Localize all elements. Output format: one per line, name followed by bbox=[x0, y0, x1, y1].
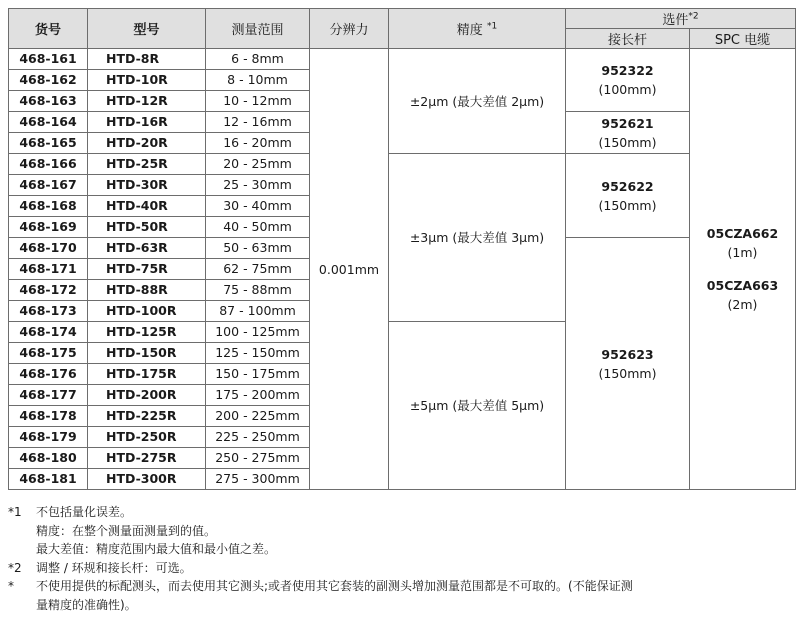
extension-part-number: 952621 bbox=[601, 115, 654, 131]
model-cell: HTD-63R bbox=[88, 238, 206, 259]
code-cell: 468-162 bbox=[9, 70, 88, 91]
header-options-label: 选件 bbox=[662, 13, 689, 28]
extension-length: (150mm) bbox=[598, 365, 657, 381]
accuracy-cell: ±5μm (最大差值 5μm) bbox=[389, 322, 566, 490]
extension-rod-cell bbox=[566, 154, 690, 238]
footnote-1 bbox=[8, 503, 793, 522]
footnote-1-sub-2: 最大差值：精度范围内最大值和最小值之差。 bbox=[36, 542, 277, 556]
accuracy-cell: ±3μm (最大差值 3μm) bbox=[389, 154, 566, 322]
model-cell: HTD-12R bbox=[88, 91, 206, 112]
extension-part-number: 952622 bbox=[601, 178, 654, 194]
code-cell: 468-175 bbox=[9, 343, 88, 364]
header-accuracy bbox=[389, 9, 566, 49]
extension-length: (150mm) bbox=[598, 134, 657, 150]
extension-rod-cell bbox=[566, 238, 690, 490]
model-cell: HTD-175R bbox=[88, 364, 206, 385]
range-cell: 10 - 12mm bbox=[206, 91, 310, 112]
range-cell: 100 - 125mm bbox=[206, 322, 310, 343]
model-cell: HTD-150R bbox=[88, 343, 206, 364]
model-cell: HTD-40R bbox=[88, 196, 206, 217]
footnote-text: 不使用提供的标配测头，而去使用其它测头;或者使用其它套装的副测头增加测量范围都是不可取的。(不能保证测 bbox=[36, 579, 633, 593]
code-cell: 468-179 bbox=[9, 427, 88, 448]
range-cell: 275 - 300mm bbox=[206, 469, 310, 490]
model-cell: HTD-225R bbox=[88, 406, 206, 427]
code-cell: 468-163 bbox=[9, 91, 88, 112]
range-cell: 200 - 225mm bbox=[206, 406, 310, 427]
header-model: 型号 bbox=[88, 9, 206, 49]
code-cell: 468-174 bbox=[9, 322, 88, 343]
footnote-text: 调整 / 环规和接长杆：可选。 bbox=[36, 560, 192, 575]
footnote-text: 不包括量化误差。 bbox=[36, 505, 133, 519]
footnote-mark: *2 bbox=[8, 560, 22, 575]
header-spc: SPC 电缆 bbox=[690, 29, 796, 49]
code-cell: 468-178 bbox=[9, 406, 88, 427]
extension-length: (100mm) bbox=[598, 82, 657, 97]
spc-length: (2m) bbox=[727, 297, 758, 312]
header-resolution: 分辨力 bbox=[310, 9, 389, 49]
model-cell: HTD-275R bbox=[88, 448, 206, 469]
range-cell: 225 - 250mm bbox=[206, 427, 310, 448]
range-cell: 40 - 50mm bbox=[206, 217, 310, 238]
code-cell: 468-180 bbox=[9, 448, 88, 469]
range-cell: 20 - 25mm bbox=[206, 154, 310, 175]
model-cell: HTD-8R bbox=[88, 49, 206, 70]
footnote-1-sub-1: 精度：在整个测量面测量到的值。 bbox=[36, 523, 217, 538]
header-extension: 接长杆 bbox=[566, 29, 690, 49]
code-cell: 468-181 bbox=[9, 469, 88, 490]
header-range: 测量范围 bbox=[206, 9, 310, 49]
model-cell: HTD-50R bbox=[88, 217, 206, 238]
code-cell: 468-164 bbox=[9, 112, 88, 133]
spc-cable-cell bbox=[690, 49, 796, 490]
range-cell: 250 - 275mm bbox=[206, 448, 310, 469]
range-cell: 8 - 10mm bbox=[206, 70, 310, 91]
code-cell: 468-171 bbox=[9, 259, 88, 280]
spc-part-number: 05CZA663 bbox=[706, 278, 779, 293]
range-cell: 125 - 150mm bbox=[206, 343, 310, 364]
code-cell: 468-168 bbox=[9, 196, 88, 217]
range-cell: 16 - 20mm bbox=[206, 133, 310, 154]
model-cell: HTD-10R bbox=[88, 70, 206, 91]
resolution-cell: 0.001mm bbox=[310, 49, 389, 490]
range-cell: 30 - 40mm bbox=[206, 196, 310, 217]
model-cell: HTD-300R bbox=[88, 469, 206, 490]
code-cell: 468-172 bbox=[9, 280, 88, 301]
spec-table-wrapper bbox=[8, 8, 796, 490]
code-cell: 468-161 bbox=[9, 49, 88, 70]
header-code: 货号 bbox=[9, 9, 88, 49]
range-cell: 87 - 100mm bbox=[206, 301, 310, 322]
footnote-3 bbox=[8, 577, 793, 596]
header-accuracy-label: 精度 bbox=[456, 23, 483, 38]
code-cell: 468-165 bbox=[9, 133, 88, 154]
model-cell: HTD-30R bbox=[88, 175, 206, 196]
range-cell: 175 - 200mm bbox=[206, 385, 310, 406]
model-cell: HTD-125R bbox=[88, 322, 206, 343]
header-options bbox=[566, 9, 796, 29]
footnote-mark: * bbox=[8, 579, 14, 593]
range-cell: 6 - 8mm bbox=[206, 49, 310, 70]
extension-part-number: 952623 bbox=[601, 346, 654, 362]
code-cell: 468-166 bbox=[9, 154, 88, 175]
header-accuracy-mark: *1 bbox=[486, 21, 498, 32]
spec-table bbox=[8, 8, 796, 490]
accuracy-cell: ±2μm (最大差值 2μm) bbox=[389, 49, 566, 154]
code-cell: 468-169 bbox=[9, 217, 88, 238]
model-cell: HTD-20R bbox=[88, 133, 206, 154]
footnotes bbox=[8, 503, 793, 614]
code-cell: 468-170 bbox=[9, 238, 88, 259]
extension-part-number: 952322 bbox=[601, 63, 654, 78]
extension-rod-cell bbox=[566, 49, 690, 112]
range-cell: 62 - 75mm bbox=[206, 259, 310, 280]
spc-part-number: 05CZA662 bbox=[706, 226, 779, 241]
code-cell: 468-167 bbox=[9, 175, 88, 196]
code-cell: 468-173 bbox=[9, 301, 88, 322]
range-cell: 12 - 16mm bbox=[206, 112, 310, 133]
footnote-mark: *1 bbox=[8, 505, 22, 519]
extension-length: (150mm) bbox=[598, 197, 657, 213]
extension-rod-cell bbox=[566, 112, 690, 154]
model-cell: HTD-75R bbox=[88, 259, 206, 280]
model-cell: HTD-100R bbox=[88, 301, 206, 322]
model-cell: HTD-200R bbox=[88, 385, 206, 406]
table-row bbox=[9, 154, 796, 175]
code-cell: 468-177 bbox=[9, 385, 88, 406]
table-row bbox=[9, 49, 796, 70]
model-cell: HTD-16R bbox=[88, 112, 206, 133]
spc-length: (1m) bbox=[727, 245, 758, 260]
model-cell: HTD-250R bbox=[88, 427, 206, 448]
model-cell: HTD-25R bbox=[88, 154, 206, 175]
footnote-2 bbox=[8, 559, 793, 578]
range-cell: 75 - 88mm bbox=[206, 280, 310, 301]
range-cell: 50 - 63mm bbox=[206, 238, 310, 259]
range-cell: 25 - 30mm bbox=[206, 175, 310, 196]
header-options-mark: *2 bbox=[688, 11, 699, 22]
model-cell: HTD-88R bbox=[88, 280, 206, 301]
code-cell: 468-176 bbox=[9, 364, 88, 385]
footnote-3-continued: 量精度的准确性)。 bbox=[36, 597, 137, 612]
range-cell: 150 - 175mm bbox=[206, 364, 310, 385]
